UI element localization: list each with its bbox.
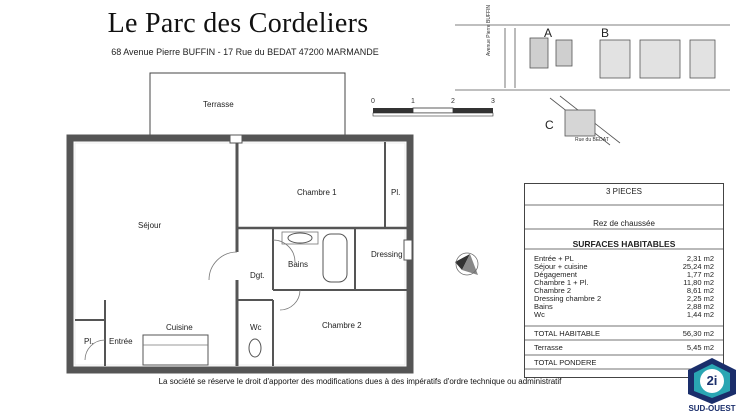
apartment-type: 3 PIECES xyxy=(605,187,642,196)
building-b-label: B xyxy=(601,26,610,40)
surface-value: 11,80 m2 xyxy=(683,278,714,287)
room-sejour: Séjour xyxy=(138,221,162,230)
surface-value: 8,61 m2 xyxy=(686,286,714,295)
surface-value: 2,31 m2 xyxy=(686,254,714,263)
scale-bar xyxy=(373,108,493,116)
site-plan xyxy=(455,25,730,145)
building-a-label: A xyxy=(544,26,553,40)
building-c-label: C xyxy=(545,118,554,132)
surface-value: 2,25 m2 xyxy=(686,294,714,303)
room-entree: Entrée xyxy=(109,337,133,346)
scale-tick-2: 2 xyxy=(451,98,455,105)
scale-tick-0: 0 xyxy=(371,98,375,105)
total-habitable-value: 56,30 m2 xyxy=(682,329,714,338)
surface-label: Séjour + cuisine xyxy=(534,262,588,271)
room-placard-top: Pl. xyxy=(391,188,401,197)
total-habitable-label: TOTAL HABITABLE xyxy=(534,329,600,338)
room-cuisine: Cuisine xyxy=(166,323,193,332)
terrasse-label: Terrasse xyxy=(534,343,563,352)
surfaces-title: SURFACES HABITABLES xyxy=(572,239,676,249)
room-degagement: Dgt. xyxy=(250,271,265,280)
apartment-level: Rez de chaussée xyxy=(593,219,655,228)
surface-label: Dégagement xyxy=(534,270,577,279)
surface-value: 1,44 m2 xyxy=(686,310,714,319)
room-terrasse: Terrasse xyxy=(203,100,234,109)
street-label-buffin: Avenue Pierre BUFFIN xyxy=(486,4,492,56)
surface-label: Chambre 2 xyxy=(534,286,572,295)
surface-value: 1,77 m2 xyxy=(686,270,714,279)
surface-label: Chambre 1 + Pl. xyxy=(534,278,589,287)
surface-label: Bains xyxy=(534,302,553,311)
logo-text: SUD-OUEST xyxy=(688,404,736,413)
surface-value: 2,88 m2 xyxy=(686,302,714,311)
sud-ouest-logo xyxy=(676,356,748,418)
scale-tick-1: 1 xyxy=(411,98,415,105)
room-placard-entree: Pl. xyxy=(84,337,94,346)
street-label-bedat: Rue du BEDAT xyxy=(575,137,609,143)
scale-tick-3: 3 xyxy=(491,98,495,105)
surface-label: Entrée + PL xyxy=(534,254,574,263)
room-chambre-2: Chambre 2 xyxy=(322,321,362,330)
surface-value: 25,24 m2 xyxy=(682,262,714,271)
compass-icon xyxy=(455,253,478,275)
terrasse-value: 5,45 m2 xyxy=(686,343,714,352)
surface-label: Wc xyxy=(534,310,545,319)
logo-mark-text: 2i xyxy=(706,373,718,388)
room-wc: Wc xyxy=(250,323,262,332)
project-address: 68 Avenue Pierre BUFFIN - 17 Rue du BEDAT 47200 MARMANDE xyxy=(111,47,379,57)
room-dressing: Dressing xyxy=(371,250,403,259)
project-title: Le Parc des Cordeliers xyxy=(107,8,369,39)
disclaimer-text: La société se réserve le droit d'apporter des modifications dues à des impératifs d'ordre technique ou administratif xyxy=(158,377,562,386)
total-pondere-label: TOTAL PONDERE xyxy=(534,358,597,367)
surface-label: Dressing chambre 2 xyxy=(534,294,602,303)
room-chambre-1: Chambre 1 xyxy=(297,188,337,197)
room-bains: Bains xyxy=(288,260,309,269)
surface-summary-table xyxy=(524,183,724,378)
